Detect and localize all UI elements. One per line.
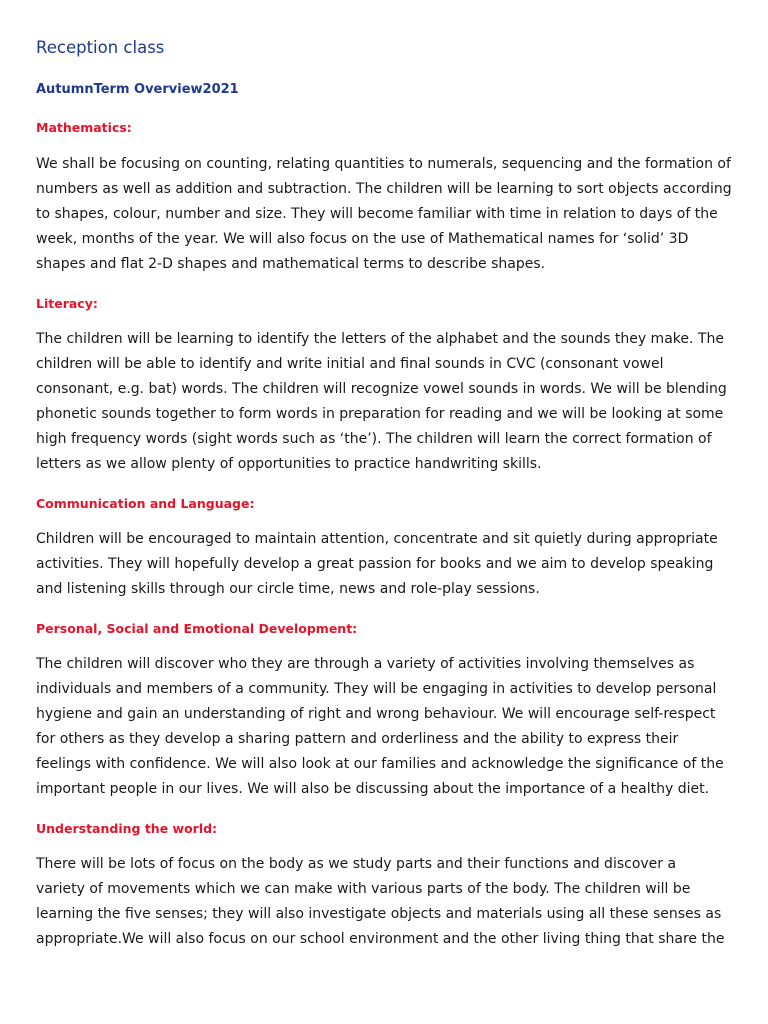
document-title: Reception class: [36, 38, 165, 57]
paragraph-line: high frequency words (sight words such as ‘the’). The children will learn the correct formation of: [36, 431, 712, 447]
paragraph-line: consonant, e.g. bat) words. The children will recognize vowel sounds in words. We will be blending: [36, 381, 727, 397]
paragraph-line: We shall be focusing on counting, relating quantities to numerals, sequencing and the formation of: [36, 156, 731, 172]
section-body-communication-language: [36, 527, 736, 602]
paragraph-line: individuals and members of a community. They will be engaging in activities to develop personal: [36, 681, 717, 697]
document-subtitle: AutumnTerm Overview2021: [36, 82, 239, 97]
paragraph-line: shapes and flat 2-D shapes and mathematical terms to describe shapes.: [36, 256, 546, 272]
section-heading-personal-social-emotional: Personal, Social and Emotional Development:: [36, 621, 358, 636]
paragraph-line: phonetic sounds together to form words in preparation for reading and we will be looking at some: [36, 406, 724, 422]
paragraph-line: The children will be learning to identify the letters of the alphabet and the sounds they make. The: [36, 331, 724, 347]
section-heading-mathematics: Mathematics:: [36, 120, 132, 135]
paragraph-line: appropriate.We will also focus on our school environment and the other living thing that share the: [36, 931, 725, 947]
section-body-personal-social-emotional: [36, 652, 736, 802]
paragraph-line: letters as we allow plenty of opportunities to practice handwriting skills.: [36, 456, 542, 472]
section-body-mathematics: [36, 152, 736, 277]
paragraph-line: important people in our lives. We will also be discussing about the importance of a healthy diet.: [36, 781, 710, 797]
paragraph-line: feelings with confidence. We will also look at our families and acknowledge the significance of the: [36, 756, 724, 772]
paragraph-line: Children will be encouraged to maintain attention, concentrate and sit quietly during appropriate: [36, 531, 718, 547]
paragraph-line: numbers as well as addition and subtraction. The children will be learning to sort objects according: [36, 181, 732, 197]
paragraph-line: children will be able to identify and write initial and final sounds in CVC (consonant vowel: [36, 356, 664, 372]
section-body-understanding-world: [36, 852, 736, 952]
paragraph-line: for others as they develop a sharing pattern and orderliness and the ability to express their: [36, 731, 679, 747]
section-heading-understanding-world: Understanding the world:: [36, 821, 218, 836]
section-body-literacy: [36, 327, 736, 477]
paragraph-line: week, months of the year. We will also focus on the use of Mathematical names for ‘solid’ 3D: [36, 231, 689, 247]
section-heading-communication-language: Communication and Language:: [36, 496, 255, 511]
paragraph-line: activities. They will hopefully develop a great passion for books and we aim to develop speaking: [36, 556, 714, 572]
paragraph-line: variety of movements which we can make with various parts of the body. The children will be: [36, 881, 691, 897]
section-heading-literacy: Literacy:: [36, 296, 98, 311]
paragraph-line: and listening skills through our circle time, news and role-play sessions.: [36, 581, 540, 597]
paragraph-line: learning the five senses; they will also investigate objects and materials using all these senses as: [36, 906, 722, 922]
paragraph-line: There will be lots of focus on the body as we study parts and their functions and discover a: [36, 856, 677, 872]
paragraph-line: The children will discover who they are through a variety of activities involving themselves as: [36, 656, 695, 672]
paragraph-line: hygiene and gain an understanding of right and wrong behaviour. We will encourage self-respect: [36, 706, 716, 722]
paragraph-line: to shapes, colour, number and size. They will become familiar with time in relation to days of the: [36, 206, 718, 222]
